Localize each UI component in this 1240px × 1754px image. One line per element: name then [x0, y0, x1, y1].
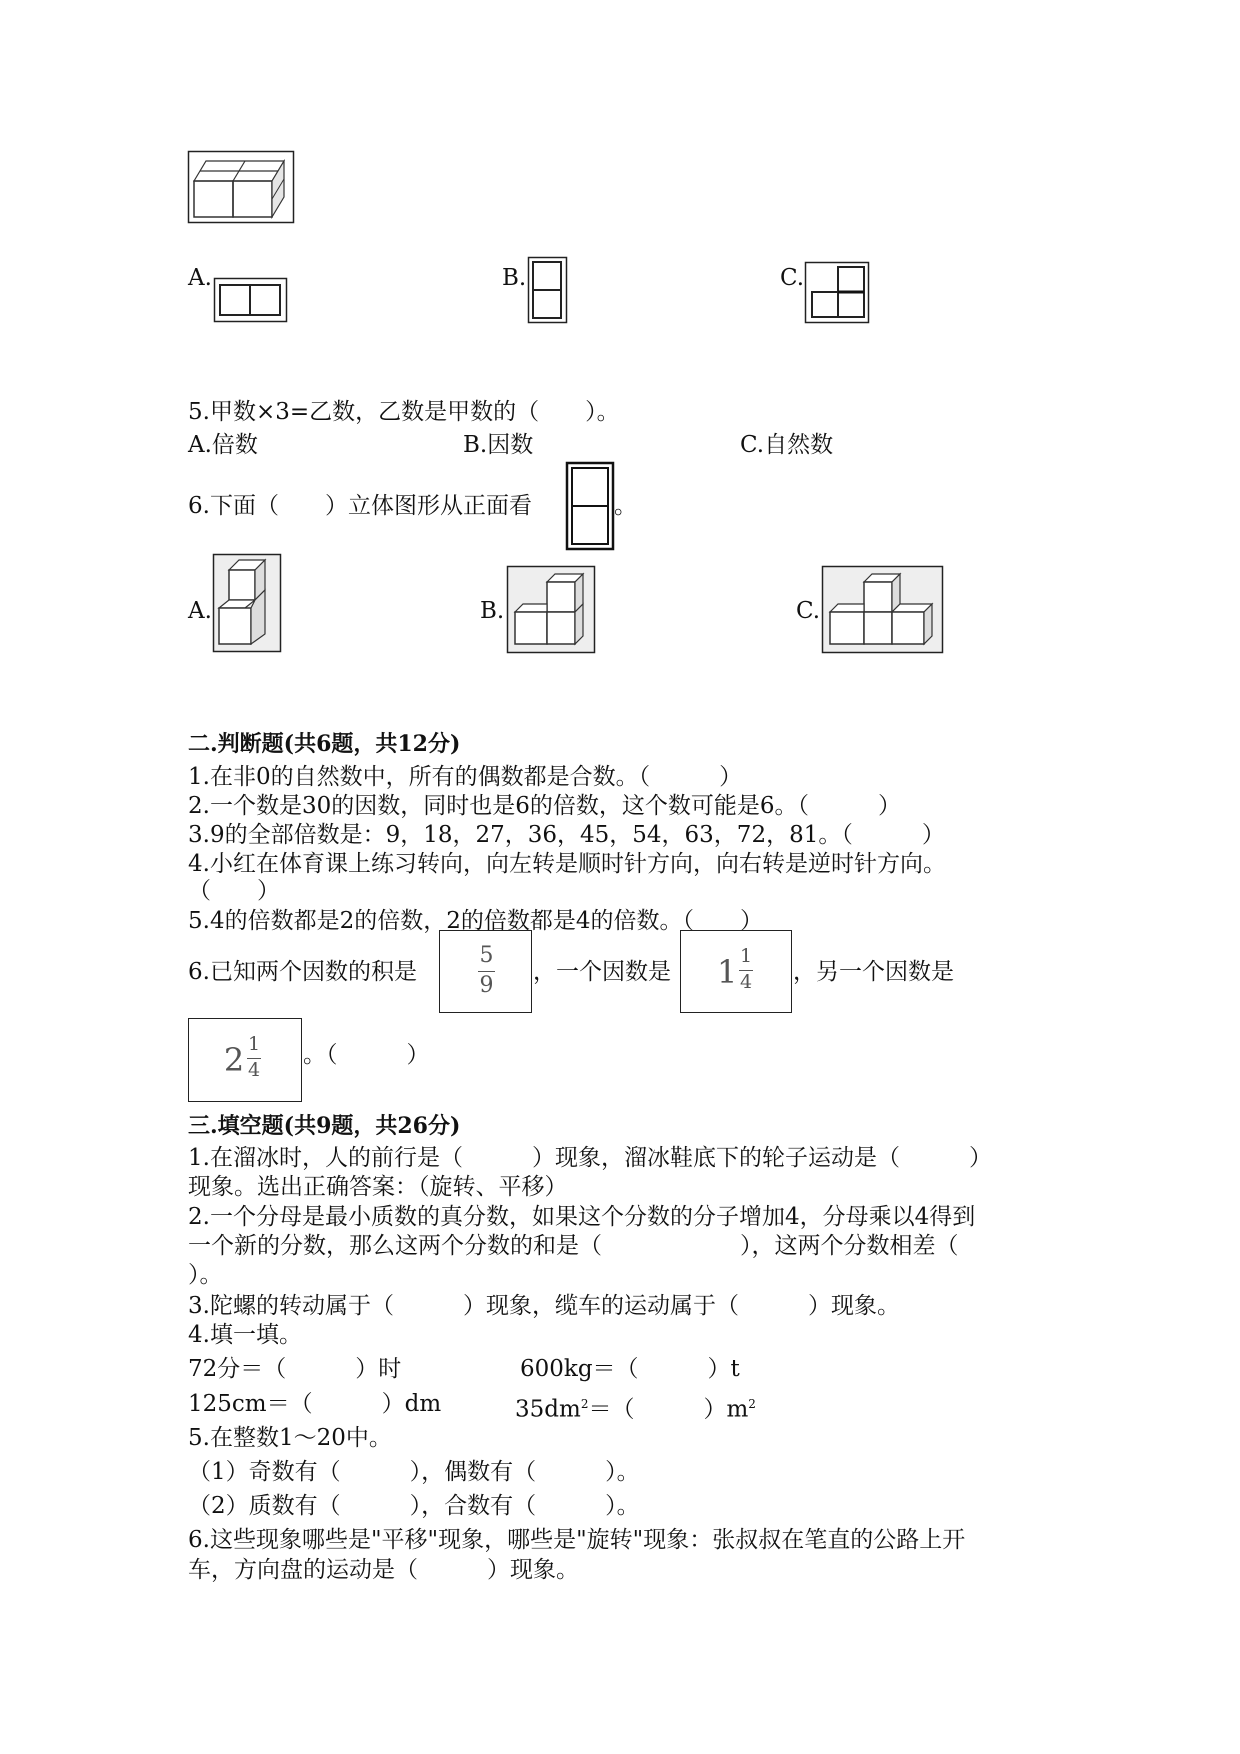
mixed-numerator: 1 — [247, 1033, 261, 1055]
s3-line-7: 4.填一填。 — [188, 1322, 302, 1348]
q4-solid-figure — [188, 151, 294, 223]
q5-stem: 5.甲数×3=乙数，乙数是甲数的（ ）。 — [188, 399, 620, 425]
s2-item-6-part4: 。（ ） — [303, 1042, 430, 1068]
s2-item-2: 2.一个数是30的因数，同时也是6的倍数，这个数可能是6。（ ） — [188, 793, 901, 819]
front-view-two-squares-drawing — [566, 462, 614, 550]
three-cubes-step-drawing — [507, 566, 595, 653]
mixed-whole: 1 — [717, 953, 738, 991]
s2-item-6-part3: ，另一个因数是 — [793, 959, 954, 985]
s3-q5-part2: （2）质数有（ ），合数有（ ）。 — [188, 1493, 640, 1519]
s3-line-3: 2.一个分母是最小质数的真分数，如果这个分数的分子增加4，分母乘以4得到 — [188, 1204, 976, 1230]
fill-35-dm2-blank: ＝（ ）m — [588, 1396, 749, 1423]
q4-option-c-label: C. — [780, 265, 805, 291]
mixed-denominator: 4 — [247, 1059, 261, 1081]
q6-option-a-figure[interactable] — [213, 554, 281, 652]
stacked-cubes-drawing — [213, 554, 281, 652]
s2-item-1: 1.在非0的自然数中，所有的偶数都是合数。（ ） — [188, 764, 743, 790]
superscript-2: 2 — [748, 1397, 756, 1411]
q6-option-b-figure[interactable] — [507, 566, 595, 653]
s3-q6-line-2: 车，方向盘的运动是（ ）现象。 — [188, 1557, 579, 1583]
cuboid-2x2-drawing — [188, 151, 294, 223]
s2-item-3: 3.9的全部倍数是：9，18，27，36，45，54，63，72，81。（ ） — [188, 822, 945, 848]
fill-35-dm2 — [515, 1389, 756, 1423]
mixed-numerator: 1 — [739, 945, 753, 967]
fill-600-kg: 600kg＝（ ）t — [520, 1356, 740, 1382]
fill-125-cm: 125cm＝（ ）dm — [188, 1391, 442, 1417]
fill-35-dm2-value: 35dm — [515, 1396, 581, 1423]
superscript-2: 2 — [580, 1397, 589, 1411]
q6-option-c-label: C. — [796, 598, 821, 624]
s2-item-6-part2: ，一个因数是 — [533, 959, 671, 985]
s2-item-5: 5.4的倍数都是2的倍数，2的倍数都是4的倍数。（ ） — [188, 908, 763, 934]
s3-line-4: 一个新的分数，那么这两个分数的和是（ ），这两个分数相差（ — [188, 1233, 959, 1259]
q6-option-b-label: B. — [480, 598, 505, 624]
q6-option-c-figure[interactable] — [822, 566, 943, 653]
q4-option-b-label: B. — [502, 265, 527, 291]
s3-q6-line-1: 6.这些现象哪些是"平移"现象，哪些是"旋转"现象：张叔叔在笔直的公路上开 — [188, 1527, 966, 1553]
s2-item-6-part1: 6.已知两个因数的积是 — [188, 959, 417, 985]
q6-front-view-figure — [566, 462, 614, 550]
two-squares-horizontal-drawing — [214, 278, 287, 322]
mixed-whole: 2 — [223, 1041, 245, 1079]
section2-title: 二.判断题(共6题，共12分) — [188, 731, 461, 757]
mixed-number-2-1-4-box — [188, 1018, 302, 1102]
s3-line-6: 3.陀螺的转动属于（ ）现象，缆车的运动属于（ ）现象。 — [188, 1293, 900, 1319]
q6-stem-end: 。 — [614, 493, 637, 519]
four-cubes-t-shape-drawing — [822, 566, 943, 653]
q6-stem: 6.下面（ ）立体图形从正面看 — [188, 493, 532, 519]
mixed-number-1-1-4-box — [680, 930, 792, 1013]
two-squares-vertical-drawing — [528, 257, 567, 323]
s3-line-5: ）。 — [188, 1262, 223, 1288]
fill-72-min: 72分＝（ ）时 — [188, 1356, 402, 1382]
section3-title: 三.填空题(共9题，共26分) — [188, 1113, 461, 1139]
s2-item-4: 4.小红在体育课上练习转向，向左转是顺时针方向，向右转是逆时针方向。 — [188, 851, 946, 877]
s3-q5-part1: （1）奇数有（ ），偶数有（ ）。 — [188, 1459, 640, 1485]
q4-option-a-figure[interactable] — [214, 278, 287, 322]
s3-line-2: 现象。选出正确答案：（旋转、平移） — [188, 1174, 568, 1200]
q4-option-b-figure[interactable] — [528, 257, 567, 323]
fraction-5-9-box — [439, 930, 532, 1013]
q5-option-c[interactable]: C.自然数 — [740, 432, 834, 458]
fraction-denominator: 9 — [479, 973, 494, 998]
fraction-bar — [478, 971, 495, 972]
s2-item-4-blank: （ ） — [188, 878, 280, 904]
q4-option-c-figure[interactable] — [805, 262, 869, 323]
q4-option-a-label: A. — [188, 265, 212, 291]
fraction-numerator: 5 — [479, 943, 494, 968]
mixed-denominator: 4 — [739, 971, 753, 993]
s3-line-1: 1.在溜冰时，人的前行是（ ）现象，溜冰鞋底下的轮子运动是（ ） — [188, 1145, 992, 1171]
q5-option-a[interactable]: A.倍数 — [188, 432, 258, 458]
q6-option-a-label: A. — [188, 598, 212, 624]
l-shape-squares-drawing — [805, 262, 869, 323]
s3-q5-title: 5.在整数1～20中。 — [188, 1425, 392, 1451]
q5-option-b[interactable]: B.因数 — [463, 432, 534, 458]
